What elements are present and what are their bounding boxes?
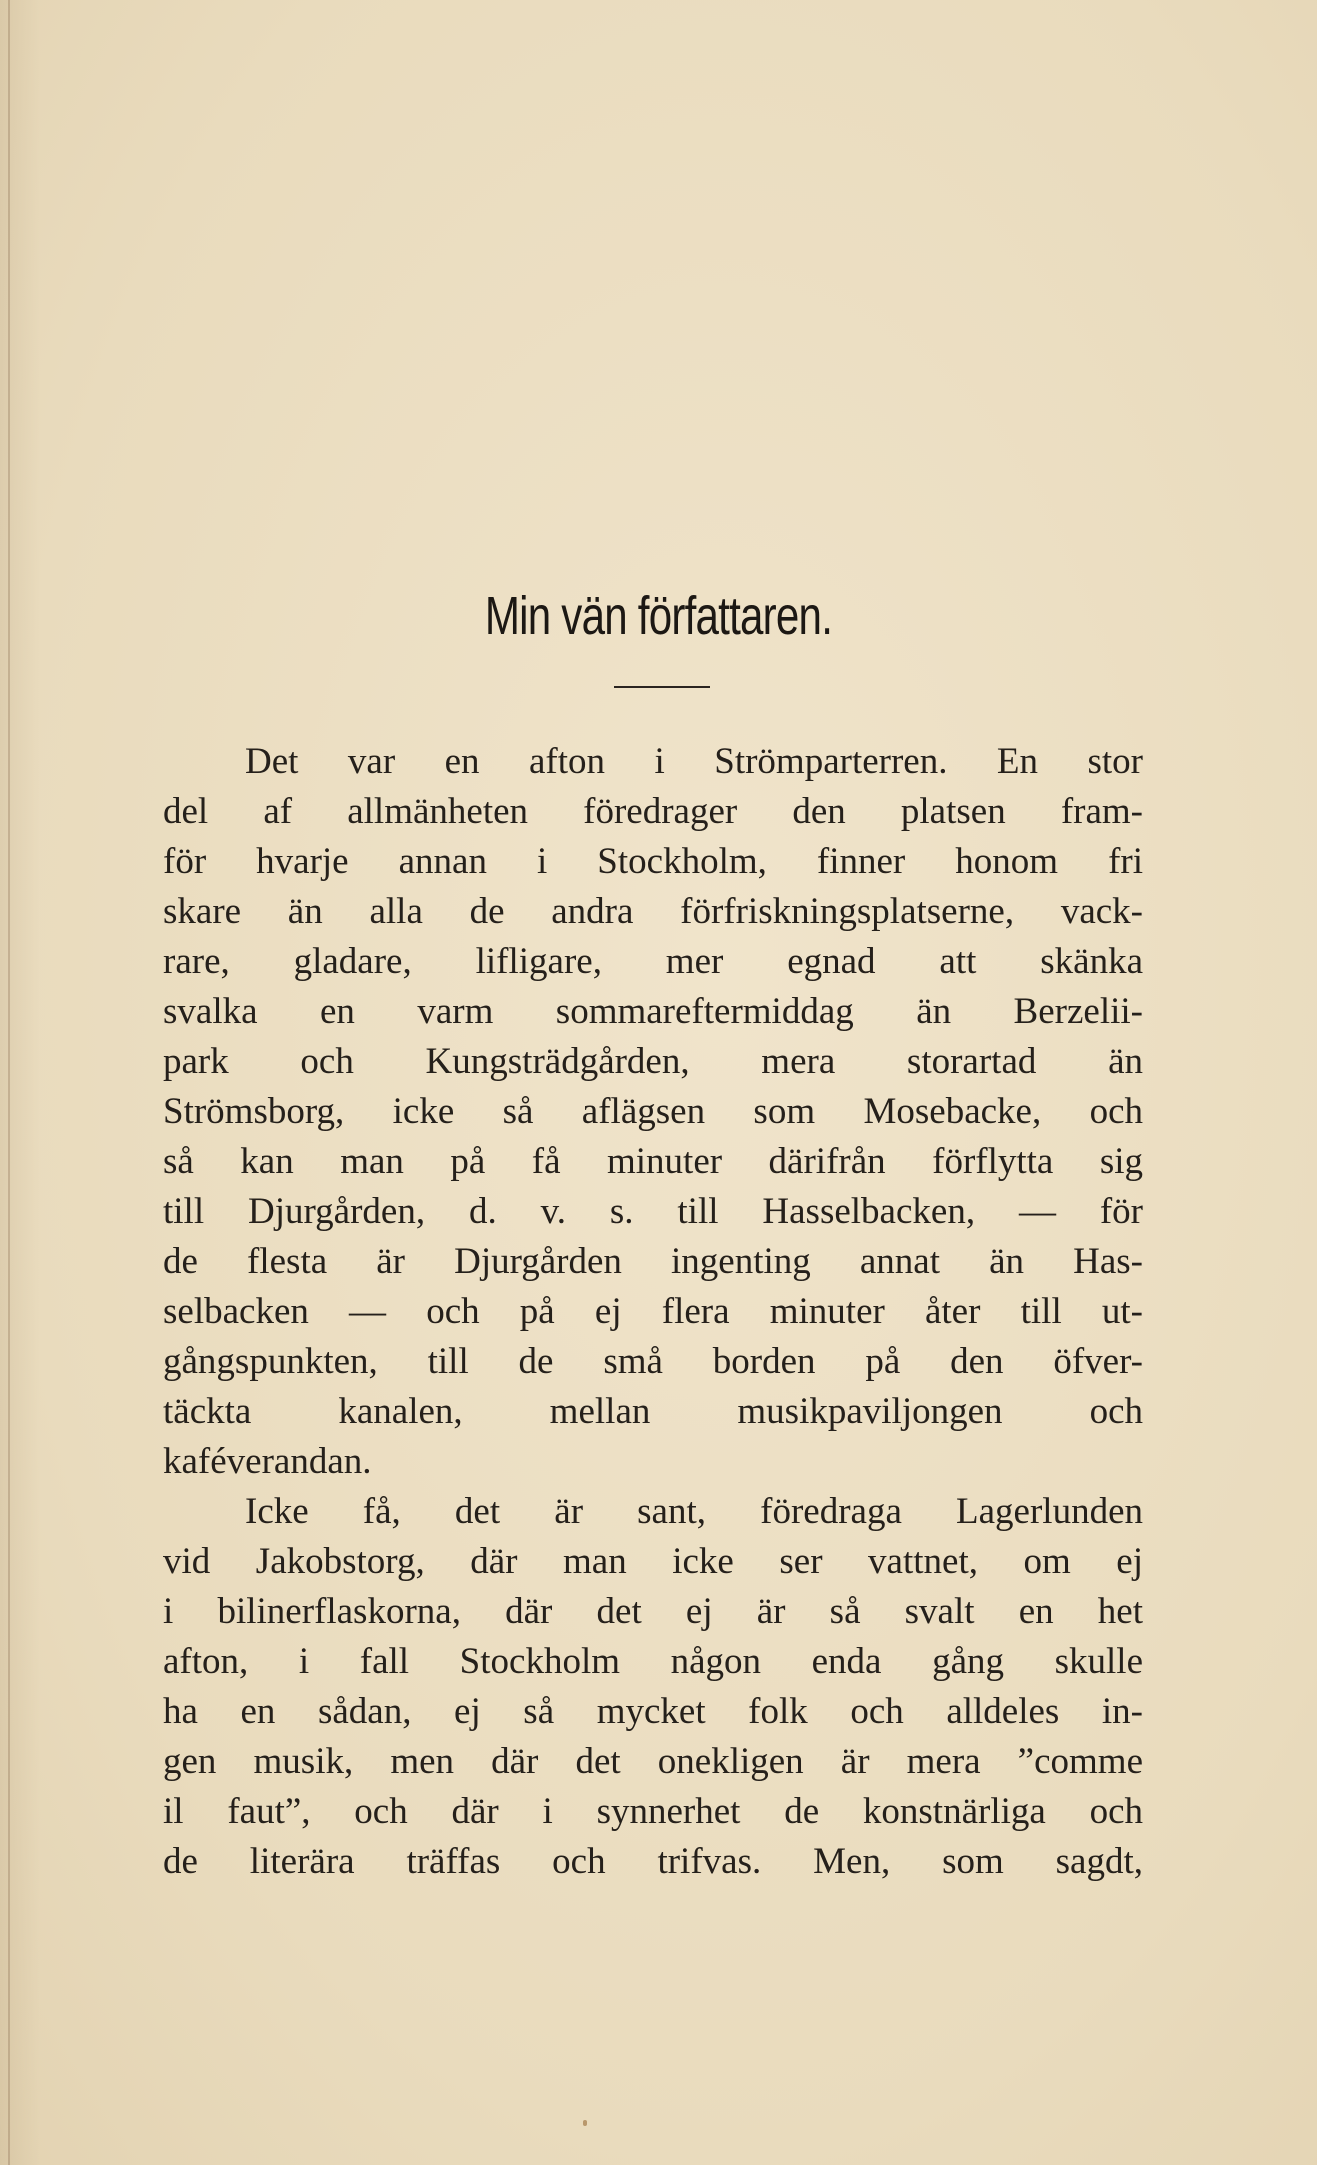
title-divider: [614, 686, 710, 688]
paper-speck: [583, 2120, 587, 2126]
text-line: gångspunkten, till de små borden på den öfver-: [163, 1341, 1143, 1382]
text-line: gen musik, men där det onekligen är mera ”comme: [163, 1741, 1143, 1782]
text-line: så kan man på få minuter därifrån förflytta sig: [163, 1141, 1143, 1182]
text-line: Det var en afton i Strömparterren. En stor: [245, 741, 1143, 782]
text-line: park och Kungsträdgården, mera storartad än: [163, 1041, 1143, 1082]
paragraph-2: [163, 1487, 1143, 1887]
text-line: rare, gladare, lifligare, mer egnad att skänka: [163, 941, 1143, 982]
text-line: Strömsborg, icke så aflägsen som Mosebacke, och: [163, 1091, 1143, 1132]
text-line: de literära träffas och trifvas. Men, som sagdt,: [163, 1841, 1143, 1882]
text-line: il faut”, och där i synnerhet de konstnärliga och: [163, 1791, 1143, 1832]
text-line: svalka en varm sommareftermiddag än Berzelii-: [163, 991, 1143, 1032]
chapter-title: Min vän författaren.: [484, 586, 833, 646]
text-line: kaféverandan.: [163, 1441, 372, 1482]
text-line: i bilinerflaskorna, där det ej är så svalt en het: [163, 1591, 1143, 1632]
text-line: för hvarje annan i Stockholm, finner honom fri: [163, 841, 1143, 882]
text-line: del af allmänheten föredrager den platsen fram-: [163, 791, 1143, 832]
text-line: afton, i fall Stockholm någon enda gång skulle: [163, 1641, 1143, 1682]
paragraph-1: [163, 737, 1143, 1487]
text-line: täckta kanalen, mellan musikpaviljongen och: [163, 1391, 1143, 1432]
text-line: de flesta är Djurgården ingenting annat än Has-: [163, 1241, 1143, 1282]
text-line: selbacken — och på ej flera minuter åter till ut-: [163, 1291, 1143, 1332]
text-line: till Djurgården, d. v. s. till Hasselbacken, — för: [163, 1191, 1143, 1232]
page-edge-line: [8, 0, 10, 2165]
text-line: skare än alla de andra förfriskningsplatserne, vack-: [163, 891, 1143, 932]
body-text: [163, 737, 1143, 1887]
text-line: Icke få, det är sant, föredraga Lagerlunden: [245, 1491, 1143, 1532]
text-line: vid Jakobstorg, där man icke ser vattnet, om ej: [163, 1541, 1143, 1582]
text-line: ha en sådan, ej så mycket folk och alldeles in-: [163, 1691, 1143, 1732]
